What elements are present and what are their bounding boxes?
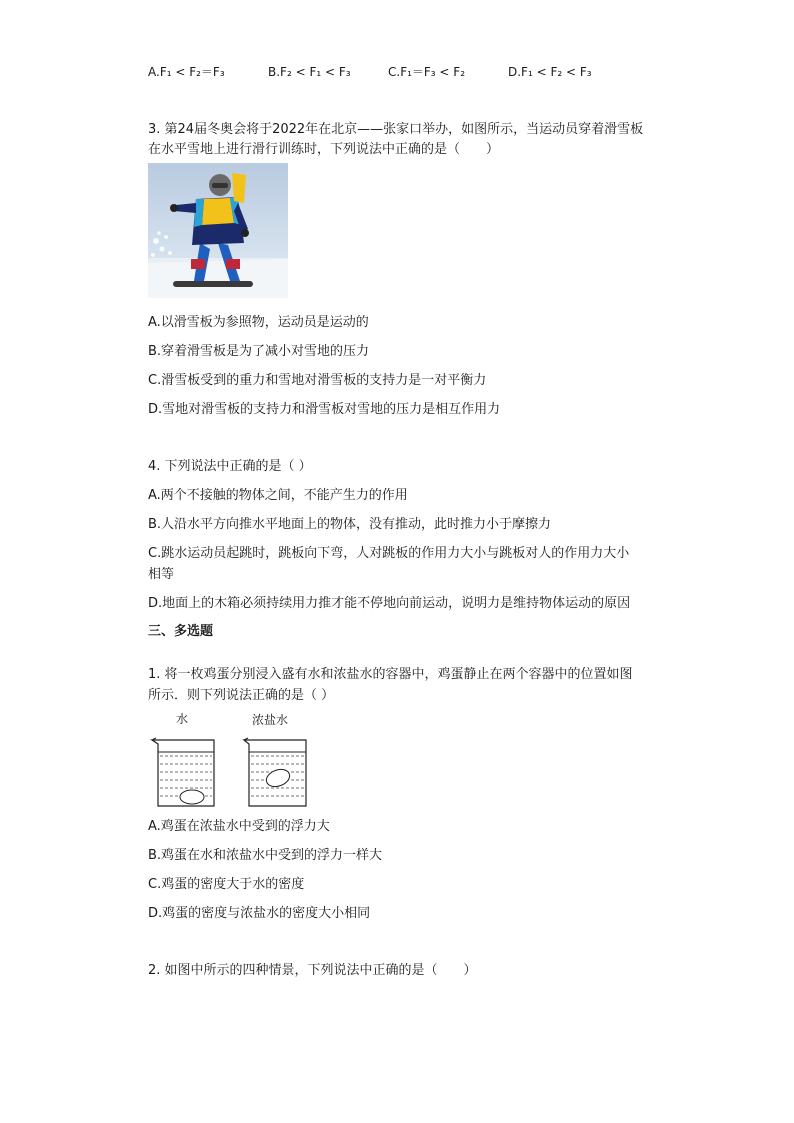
q3-option-b: B.穿着滑雪板是为了减小对雪地的压力 xyxy=(148,344,370,359)
mq1-option-b: B.鸡蛋在水和浓盐水中受到的浮力一样大 xyxy=(148,848,383,863)
mq1-stem-line1: 1. 将一枚鸡蛋分别浸入盛有水和浓盐水的容器中，鸡蛋静止在两个容器中的位置如图 xyxy=(148,667,633,682)
q3-option-a: A.以滑雪板为参照物，运动员是运动的 xyxy=(148,315,369,330)
brine-label: 浓盐水 xyxy=(252,713,289,727)
option-c: C.F₁＝F₃ < F₂ xyxy=(388,65,466,79)
mq1-option-a: A.鸡蛋在浓盐水中受到的浮力大 xyxy=(148,819,330,834)
q4-stem: 4. 下列说法中正确的是（ ） xyxy=(148,459,312,474)
egg-in-water xyxy=(180,790,204,804)
q3-option-d: D.雪地对滑雪板的支持力和滑雪板对雪地的压力是相互作用力 xyxy=(148,402,501,417)
mq2-stem: 2. 如图中所示的四种情景，下列说法中正确的是（ ） xyxy=(148,963,477,978)
section-heading: 三、多选题 xyxy=(148,624,214,639)
q4-option-c-continued: 相等 xyxy=(148,567,175,582)
beakers-diagram xyxy=(148,734,318,810)
option-d: D.F₁ < F₂ < F₃ xyxy=(508,65,592,79)
q4-option-b: B.人沿水平方向推水平地面上的物体，没有推动，此时推力小于摩擦力 xyxy=(148,517,552,532)
mq1-stem-line2: 所示．则下列说法正确的是（ ） xyxy=(148,688,335,703)
q3-stem-line1: 3. 第24届冬奥会将于2022年在北京——张家口举办，如图所示，当运动员穿着滑雪板 xyxy=(148,122,644,137)
option-a: A.F₁ < F₂＝F₃ xyxy=(148,65,225,79)
q4-option-c: C.跳水运动员起跳时，跳板向下弯，人对跳板的作用力大小与跳板对人的作用力大小 xyxy=(148,546,630,561)
q3-option-c: C.滑雪板受到的重力和雪地对滑雪板的支持力是一对平衡力 xyxy=(148,373,487,388)
mq1-option-c: C.鸡蛋的密度大于水的密度 xyxy=(148,877,305,892)
beakers-figure xyxy=(148,706,318,810)
water-label: 水 xyxy=(176,712,189,726)
egg-in-brine xyxy=(264,766,292,789)
q3-stem-line2: 在水平雪地上进行滑行训练时，下列说法中正确的是（ ） xyxy=(148,142,500,157)
q4-option-a: A.两个不接触的物体之间，不能产生力的作用 xyxy=(148,488,408,503)
option-b: B.F₂ < F₁ < F₃ xyxy=(268,65,351,79)
snowboarder-photo xyxy=(148,163,288,298)
mq1-option-d: D.鸡蛋的密度与浓盐水的密度大小相同 xyxy=(148,906,371,921)
q4-option-d: D.地面上的木箱必须持续用力推才能不停地向前运动，说明力是维持物体运动的原因 xyxy=(148,596,631,611)
